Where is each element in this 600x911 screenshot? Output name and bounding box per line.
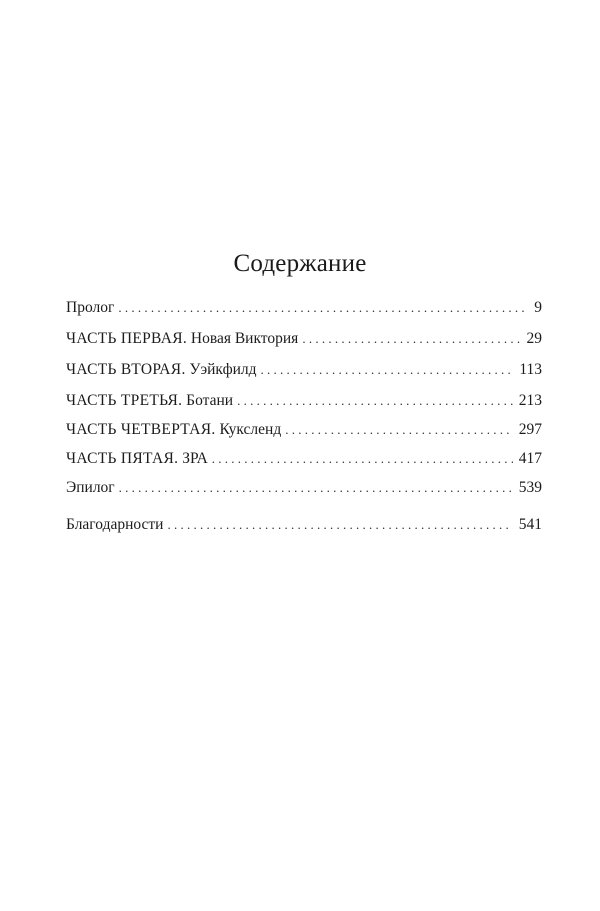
toc-leader-dots	[285, 419, 513, 441]
toc-entry-part: ЧАСТЬ ПЕРВАЯ.	[66, 330, 188, 347]
toc-entry-page: 539	[518, 479, 542, 496]
toc-entry-page: 297	[518, 421, 542, 438]
toc-entry-part-4	[66, 419, 542, 441]
toc-entry-title: Эпилог	[66, 479, 115, 496]
toc-leader-dots	[118, 297, 528, 319]
page-title: Содержание	[233, 250, 367, 277]
toc-entry-part: ЧАСТЬ ПЯТАЯ.	[66, 450, 179, 467]
toc-leader-dots	[167, 514, 512, 536]
toc-entry-title: Уэйкфилд	[189, 361, 257, 378]
toc-entry-page: 113	[519, 361, 542, 378]
toc-entry-part-5	[66, 448, 542, 470]
toc-entry-label	[66, 514, 167, 536]
toc-entry-label	[66, 328, 302, 350]
toc-entry-page: 29	[526, 330, 542, 347]
toc-entry-title: Новая Виктория	[190, 330, 299, 347]
toc-entry-page: 541	[518, 516, 542, 533]
toc-entry-part-2	[66, 359, 542, 381]
toc-entry-acknowledgements	[66, 514, 542, 536]
toc-entry-label	[66, 359, 261, 381]
toc-leader-dots	[237, 390, 513, 412]
toc-entry-part: ЧАСТЬ ЧЕТВЕРТАЯ.	[66, 421, 216, 438]
toc-entry-part-3	[66, 390, 542, 412]
toc-leader-dots	[302, 328, 520, 350]
toc-entry-page: 9	[534, 299, 542, 316]
toc-entry-title: Ботани	[186, 392, 234, 409]
toc-entry-part-1	[66, 328, 542, 350]
toc-entry-label	[66, 297, 118, 319]
toc-entry-epilogue	[66, 477, 542, 499]
toc-entry-title: ЗРА	[182, 450, 208, 467]
toc-entry-prologue	[66, 297, 542, 319]
toc-entry-title: Пролог	[66, 299, 115, 316]
toc-entry-label	[66, 477, 119, 499]
toc-leader-dots	[261, 359, 514, 381]
toc-entry-label	[66, 419, 285, 441]
toc-entry-page: 417	[518, 450, 542, 467]
toc-entry-page: 213	[518, 392, 542, 409]
toc-entry-title: Благодарности	[66, 516, 164, 533]
toc-entry-label	[66, 390, 237, 412]
toc-entry-title: Куксленд	[219, 421, 282, 438]
toc-entry-label	[66, 448, 212, 470]
toc-leader-dots	[212, 448, 513, 470]
toc-leader-dots	[119, 477, 513, 499]
toc-entry-part: ЧАСТЬ ТРЕТЬЯ.	[66, 392, 183, 409]
toc-entry-part: ЧАСТЬ ВТОРАЯ.	[66, 361, 186, 378]
